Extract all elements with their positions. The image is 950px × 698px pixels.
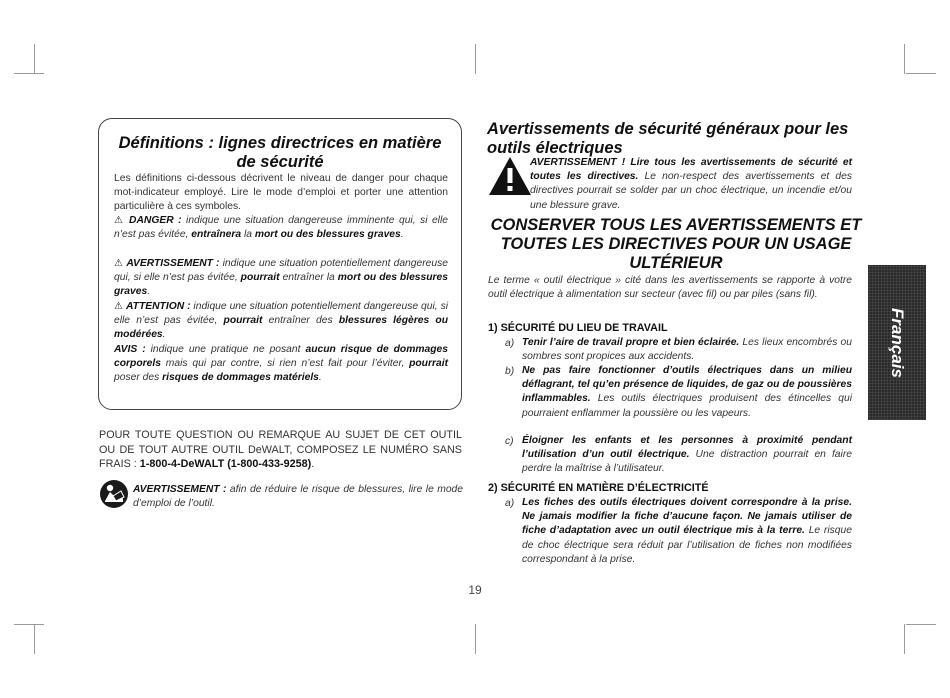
list-item: Tenir l’aire de travail propre et bien éclairée. Les lieux encombrés ou sombres sont propices aux accidents. [522, 337, 852, 363]
crop-mark [904, 624, 905, 654]
term-definition-note: Le terme « outil électrique » cité dans les avertissements se rapporte à votre outil électrique à alimentation sur secteur (avec fil) ou par piles (sans fil). [488, 275, 852, 301]
definition-danger: ⚠ DANGER : indique une situation dangereuse imminente qui, si elle n’est pas évitée, entraînera la mort ou des blessures graves. [114, 215, 448, 241]
crop-mark [34, 624, 35, 654]
definitions-intro: Les définitions ci-dessous décrivent le niveau de danger pour chaque mot-indicateur employé. Lire le mode d’emploi et porter une attention particulière à ces symboles. [114, 173, 448, 213]
list-item: Éloigner les enfants et les personnes à proximité pendant l’utilisation d’un outil électrique. Une distraction pourrait en faire perdre la maîtrise à l’utilisateur. [522, 435, 852, 475]
manual-warning-text: AVERTISSEMENT : afin de réduire le risque de blessures, lire le mode d’emploi de l’outil. [133, 484, 463, 510]
definition-avis: AVIS : indique une pratique ne posant aucun risque de dommages corporels mais qui par contre, si rien n’est fait pour l’éviter, pourrait poser des risques de dommages matériels. [114, 344, 448, 384]
crop-mark [14, 73, 44, 74]
crop-mark [14, 624, 44, 625]
contact-phone-text: POUR TOUTE QUESTION OU REMARQUE AU SUJET DE CET OUTIL OU DE TOUT AUTRE OUTIL DeWALT, COMPOSEZ LE NUMÉRO SANS FRAIS : 1-800-4-DeWALT (1-800-433-9258). [99, 429, 462, 470]
language-tab [868, 265, 926, 420]
list-item: Les fiches des outils électriques doivent correspondre à la prise. Ne jamais modifier la fiche d’aucune façon. Ne jamais utiliser de fiche d’adaptation avec un outil électrique mis à la terre. Le risque de choc électrique sera réduit par l’utilisation de fiches non modifiées correspondant à la prise. [522, 497, 852, 565]
list-item-letter: a) [505, 338, 515, 349]
definition-attention: ⚠ ATTENTION : indique une situation potentiellement dangereuse qui, si elle n’est pas évitée, pourrait entraîner des blessures légères ou modérées. [114, 301, 449, 341]
warning-triangle-icon [488, 156, 532, 196]
crop-mark [475, 624, 476, 654]
list-item-letter: c) [505, 436, 514, 447]
general-warnings-title: Avertissements de sécurité généraux pour les outils électriques [487, 120, 849, 157]
definition-avertissement: ⚠ AVERTISSEMENT : indique une situation potentiellement dangereuse qui, si elle n’est pas évitée, pourrait entraîner la mort ou des blessures graves. [114, 258, 449, 298]
section-heading-work-area: 1) SÉCURITÉ DU LIEU DE TRAVAIL [488, 322, 668, 334]
language-tab-label: Français [888, 307, 907, 378]
warning-triangle-icon: ⚠ [114, 258, 124, 269]
section-heading-electrical: 2) SÉCURITÉ EN MATIÈRE D’ÉLECTRICITÉ [488, 482, 709, 494]
crop-mark [34, 44, 35, 74]
definitions-title: Définitions : lignes directrices en matière de sécurité [118, 134, 442, 171]
warning-triangle-icon: ⚠ [114, 215, 125, 226]
crop-mark [906, 624, 936, 625]
general-warning-text: AVERTISSEMENT ! Lire tous les avertissements de sécurité et toutes les directives. Le non-respect des avertissements et des directives pourrait se solder par un choc électrique, un incendie et/ou une blessure grave. [530, 157, 853, 211]
read-manual-icon [99, 479, 129, 509]
page-number: 19 [468, 583, 482, 597]
warning-triangle-icon: ⚠ [114, 301, 124, 312]
list-item: Ne pas faire fonctionner d’outils électriques dans un milieu déflagrant, tel qu’en présence de liquides, de gaz ou de poussières inflammables. Les outils électriques produisent des étincelles qui pourraient enflammer la poussière ou les vapeurs. [522, 365, 852, 419]
crop-mark [906, 73, 936, 74]
crop-mark [904, 44, 905, 74]
keep-instructions-title: CONSERVER TOUS LES AVERTISSEMENTS ET TOUTES LES DIRECTIVES POUR UN USAGE ULTÉRIEUR [490, 216, 862, 272]
list-item-letter: b) [505, 366, 515, 377]
list-item-letter: a) [505, 498, 515, 509]
crop-mark [475, 44, 476, 74]
